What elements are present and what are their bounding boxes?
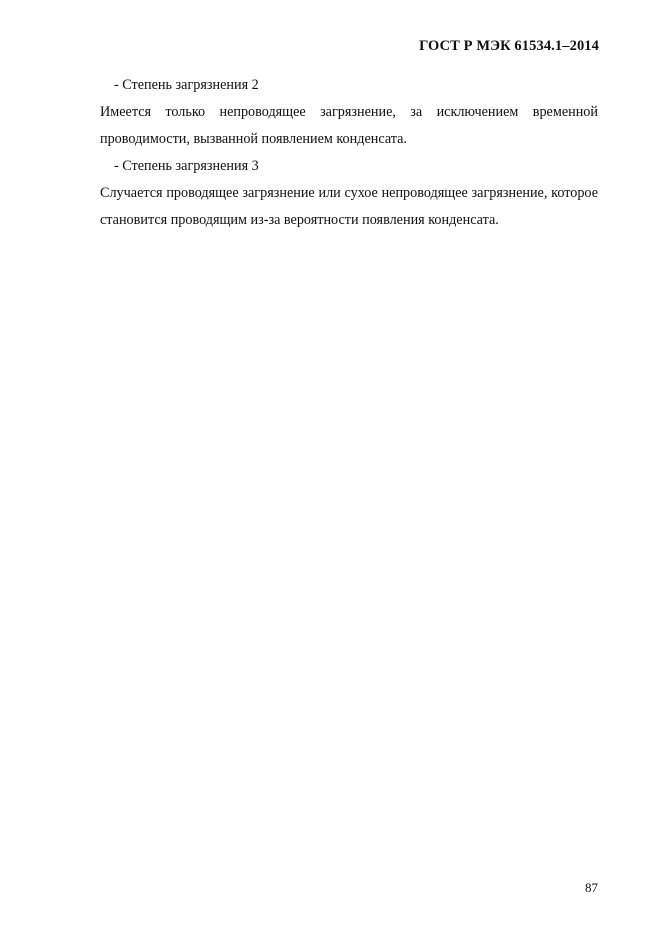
pollution-degree-3-item: - Степень загрязнения 3	[114, 158, 259, 174]
pollution-degree-3-description: Случается проводящее загрязнение или сухое непроводящее загрязнение, которое становится проводящим из-за вероятности появления конденсата.	[100, 185, 598, 228]
page-body	[100, 72, 598, 234]
page-number: 87	[585, 880, 598, 895]
pollution-degree-2-item: - Степень загрязнения 2	[114, 77, 259, 93]
pollution-degree-2-description: Имеется только непроводящее загрязнение, за исключением временной проводимости, вызванной появлением конденсата.	[100, 104, 598, 147]
document-code-header: ГОСТ Р МЭК 61534.1–2014	[419, 38, 599, 54]
